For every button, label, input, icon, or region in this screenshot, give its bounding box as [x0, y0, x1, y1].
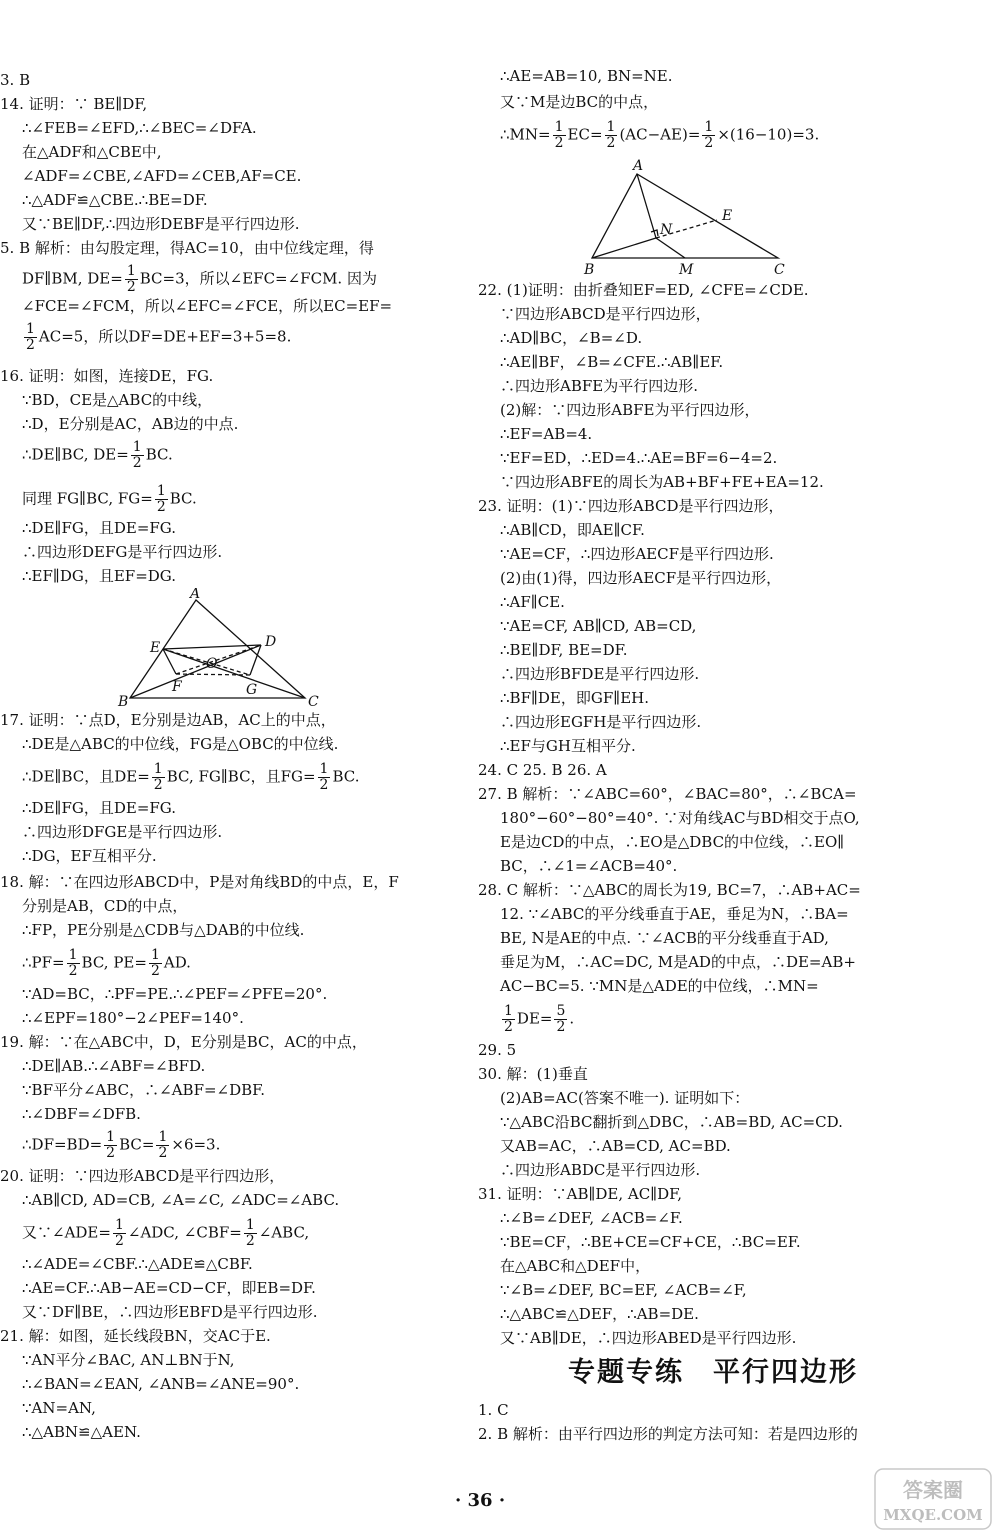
fraction: $\frac{1}{2}$ — [156, 483, 166, 515]
watermark-bottom-text: MXQE.COM — [883, 1506, 983, 1524]
answer-18-heading: 18. 解：∵在四边形ABCD中，P是对角线BD的中点，E，F — [0, 873, 399, 891]
answer-line: 同理 FG∥BC, FG= $\frac{1}{2}$ BC. — [22, 483, 197, 515]
answer-line: 在△ADF和△CBE中, — [22, 143, 162, 161]
fraction: $\frac{1}{2}$ — [504, 1003, 513, 1035]
fraction: $\frac{1}{2}$ — [606, 119, 616, 151]
answer-line: ∴EF与GH互相平分. — [500, 737, 636, 755]
fraction: $\frac{1}{2}$ — [153, 761, 163, 793]
answer-28-heading: 28. C 解析：∵△ABC的周长为19, BC=7，∴AB+AC= — [478, 881, 861, 899]
answer-line: ∵∠B=∠DEF, BC=EF, ∠ACB=∠F, — [500, 1281, 747, 1299]
answer-line: (2)解：∵四边形ABFE为平行四边形， — [500, 401, 760, 419]
vertex-label-A: A — [633, 158, 644, 174]
answer-line: 180°−60°−80°=40°. ∵对角线AC与BD相交于点O, — [500, 809, 860, 827]
answer-line: ∠FCE=∠FCM，所以∠EFC=∠FCE，所以EC=EF= — [22, 297, 393, 315]
vertex-label-B: B — [118, 694, 129, 708]
answer-line: 又∵BE∥DF,∴四边形DEBF是平行四边形. — [22, 215, 300, 233]
answer-line: ∴AE=AB=10, BN=NE. — [500, 67, 673, 85]
watermark-top-text: 答案圈 — [903, 1478, 963, 1502]
answer-line: 分别是AB，CD的中点， — [22, 897, 188, 915]
answer-line: ∵AN=AN, — [22, 1399, 96, 1417]
answer-line: ∴AB∥CD, AD=CB, ∠A=∠C, ∠ADC=∠ABC. — [22, 1191, 340, 1209]
answer-line: ∠ADF=∠CBE,∠AFD=∠CEB,AF=CE. — [22, 167, 302, 185]
vertex-label-A: A — [190, 588, 201, 602]
fraction: $\frac{1}{2}$ — [106, 1129, 116, 1161]
answer-line: ∴∠B=∠DEF, ∠ACB=∠F. — [500, 1209, 683, 1227]
answer-29: 29. 5 — [478, 1041, 517, 1059]
vertex-label-E: E — [722, 208, 733, 224]
answer-line: ∴∠BAN=∠EAN, ∠ANB=∠ANE=90°. — [22, 1375, 300, 1393]
section-title: 专题专练 平行四边形 — [568, 1357, 858, 1388]
answer-line: ∴AD∥BC，∠B=∠D. — [500, 329, 643, 347]
answer-line: ∴EF∥DG，且EF=DG. — [22, 567, 177, 585]
fraction: $\frac{1}{2}$ — [245, 1217, 255, 1249]
answer-15-heading: 5. B 解析：由勾股定理，得AC=10，由中位线定理，得 — [0, 239, 374, 257]
answer-line: ∴FP，PE分别是△CDB与△DAB的中位线. — [22, 921, 305, 939]
answer-line: 又AB=AC，∴AB=CD, AC=BD. — [500, 1137, 731, 1155]
fraction: $\frac{1}{2}$ — [319, 761, 329, 793]
answer-line: ∴四边形DEFG是平行四边形. — [22, 543, 223, 561]
answer-line: 又∵AB∥DE，∴四边形ABED是平行四边形. — [500, 1329, 797, 1347]
answer-line: (2)由(1)得，四边形AECF是平行四边形， — [500, 569, 782, 587]
figure-16-triangle — [110, 588, 325, 708]
fraction: $\frac{1}{2}$ — [126, 263, 136, 295]
answer-line: ∴△ABN≌△AEN. — [22, 1423, 141, 1441]
answer-line: ∵BD，CE是△ABC的中线， — [22, 391, 213, 409]
answer-line: ∴∠ADE=∠CBF.∴△ADE≌△CBF. — [22, 1255, 253, 1273]
answer-line: ∴D，E分别是AC，AB边的中点. — [22, 415, 239, 433]
figure-21-triangle — [580, 156, 800, 278]
answer-line: ∴DE∥FG，且DE=FG. — [22, 799, 177, 817]
answer-line: BE, N是AE的中点. ∵∠ACB的平分线垂直于AD, — [500, 929, 829, 947]
answer-line: ∵BE=CF，∴BE+CE=CF+CE，∴BC=EF. — [500, 1233, 801, 1251]
answer-line: ∴EF=AB=4. — [500, 425, 593, 443]
answer-line: ∵四边形ABCD是平行四边形， — [500, 305, 711, 323]
answer-line: $\frac{1}{2}$ DE= $\frac{5}{2}$ . — [504, 1003, 575, 1035]
answer-line: $\frac{1}{2}$ AC=5，所以DF=DE+EF=3+5=8. — [26, 321, 292, 353]
answer-14-heading: 14. 证明：∵ BE∥DF, — [0, 95, 148, 113]
answer-19-heading: 19. 解：∵在△ABC中，D，E分别是BC，AC的中点， — [0, 1033, 367, 1051]
answer-line: ∴四边形DFGE是平行四边形. — [22, 823, 223, 841]
vertex-label-G: G — [246, 682, 258, 698]
answer-line: ∴四边形ABFE为平行四边形. — [500, 377, 698, 395]
answer-line: ∴DE∥BC，且DE= $\frac{1}{2}$ BC, FG∥BC，且FG= $\frac{1}{2}$ BC. — [22, 761, 360, 793]
answer-line: ∴∠DBF=∠DFB. — [22, 1105, 141, 1123]
answer-line: ∴DG，EF互相平分. — [22, 847, 157, 865]
answer-line: ∴∠FEB=∠EFD,∴∠BEC=∠DFA. — [22, 119, 257, 137]
answer-line: DF∥BM, DE= $\frac{1}{2}$ BC=3，所以∠EFC=∠FCM. 因为 — [22, 263, 377, 295]
answer-line: BC，∴∠1=∠ACB=40°. — [500, 857, 678, 875]
fraction: $\frac{1}{2}$ — [26, 321, 35, 353]
answer-3: 3. B — [0, 71, 31, 89]
vertex-label-C: C — [308, 694, 319, 708]
answer-line: 在△ABC和△DEF中， — [500, 1257, 651, 1275]
answer-line: ∴△ABC≌△DEF，∴AB=DE. — [500, 1305, 699, 1323]
answer-line: ∴PF= $\frac{1}{2}$ BC, PE= $\frac{1}{2}$ AD. — [22, 947, 191, 979]
page-number: · 36 · — [455, 1490, 506, 1511]
answer-line: (2)AB=AC(答案不唯一). 证明如下： — [500, 1089, 750, 1107]
answer-line: ∵EF=ED，∴ED=4.∴AE=BF=6−4=2. — [500, 449, 778, 467]
answer-line: 12. ∵∠ABC的平分线垂直于AE，垂足为N，∴BA= — [500, 905, 849, 923]
fraction: $\frac{1}{2}$ — [132, 439, 142, 471]
answer-line: ∵AN平分∠BAC, AN⊥BN于N, — [22, 1351, 235, 1369]
answer-21-heading: 21. 解：如图，延长线段BN，交AC于E. — [0, 1327, 271, 1345]
answer-line: ∴BF∥DE，即GF∥EH. — [500, 689, 649, 707]
fraction: $\frac{1}{2}$ — [554, 119, 564, 151]
answer-line: ∴DE∥BC, DE= $\frac{1}{2}$ BC. — [22, 439, 173, 471]
answer-27-heading: 27. B 解析：∵∠ABC=60°，∠BAC=80°，∴∠BCA= — [478, 785, 857, 803]
fraction: $\frac{1}{2}$ — [704, 119, 714, 151]
answer-line: ∵四边形ABFE的周长为AB+BF+FE+EA=12. — [500, 473, 824, 491]
answer-line: 又∵DF∥BE，∴四边形EBFD是平行四边形. — [22, 1303, 318, 1321]
vertex-label-O: O — [206, 656, 218, 672]
answer-line: ∴∠EPF=180°−2∠PEF=140°. — [22, 1009, 244, 1027]
answer-line: 垂足为M，∴AC=DC, M是AD的中点，∴DE=AB+ — [500, 953, 856, 971]
answer-23-heading: 23. 证明：(1)∵四边形ABCD是平行四边形， — [478, 497, 784, 515]
answer-line: ∴AF∥CE. — [500, 593, 565, 611]
fraction: $\frac{1}{2}$ — [68, 947, 78, 979]
answer-line: ∴DE是△ABC的中位线，FG是△OBC的中位线. — [22, 735, 339, 753]
answer-line: ∵△ABC沿BC翻折到△DBC，∴AB=BD, AC=CD. — [500, 1113, 843, 1131]
vertex-label-N: N — [660, 222, 673, 238]
answer-line: ∴DF=BD= $\frac{1}{2}$ BC= $\frac{1}{2}$ ×6=3. — [22, 1129, 221, 1161]
answer-line: ∴AE=CF.∴AB−AE=CD−CF，即EB=DF. — [22, 1279, 316, 1297]
vertex-label-B: B — [584, 262, 595, 278]
answer-line: 又∵∠ADE= $\frac{1}{2}$ ∠ADC, ∠CBF= $\frac{1}{2}$ ∠ABC, — [22, 1217, 310, 1249]
answer-line: ∴四边形BFDE是平行四边形. — [500, 665, 700, 683]
answer-line: 又∵M是边BC的中点， — [500, 93, 659, 111]
answer-line: ∵AE=CF，∴四边形AECF是平行四边形. — [500, 545, 774, 563]
special-answer-2: 2. B 解析：由平行四边形的判定方法可知：若是四边形的 — [478, 1425, 858, 1443]
answer-line: ∴AB∥CD，即AE∥CF. — [500, 521, 645, 539]
answer-line: ∴△ADF≌△CBE.∴BE=DF. — [22, 191, 208, 209]
answer-30-heading: 30. 解：(1)垂直 — [478, 1065, 588, 1083]
answer-20-heading: 20. 证明：∵四边形ABCD是平行四边形， — [0, 1167, 285, 1185]
vertex-label-M: M — [679, 262, 694, 278]
vertex-label-F: F — [172, 679, 182, 695]
answer-line: ∴四边形EGFH是平行四边形. — [500, 713, 702, 731]
answer-24-26: 24. C 25. B 26. A — [478, 761, 607, 779]
answer-line: ∵BF平分∠ABC，∴∠ABF=∠DBF. — [22, 1081, 266, 1099]
vertex-label-E: E — [150, 640, 161, 656]
answer-22-heading: 22. (1)证明：由折叠知EF=ED, ∠CFE=∠CDE. — [478, 281, 809, 299]
watermark-logo — [874, 1468, 992, 1530]
answer-16-heading: 16. 证明：如图，连接DE，FG. — [0, 367, 214, 385]
answer-17-heading: 17. 证明：∵点D，E分别是边AB，AC上的中点， — [0, 711, 336, 729]
answer-line: ∴AE∥BF，∠B=∠CFE.∴AB∥EF. — [500, 353, 724, 371]
answer-line: ∴DE∥AB.∴∠ABF=∠BFD. — [22, 1057, 206, 1075]
answer-line: ∴MN= $\frac{1}{2}$ EC= $\frac{1}{2}$ (AC−AE)= $\frac{1}{2}$ ×(16−10)=3. — [500, 119, 820, 151]
fraction: $\frac{1}{2}$ — [158, 1129, 168, 1161]
answer-31-heading: 31. 证明：∵AB∥DE, AC∥DF, — [478, 1185, 683, 1203]
fraction: $\frac{1}{2}$ — [150, 947, 160, 979]
special-answer-1: 1. C — [478, 1401, 509, 1419]
answer-line: ∴四边形ABDC是平行四边形. — [500, 1161, 701, 1179]
answer-line: E是边CD的中点，∴EO是△DBC的中位线，∴EO∥ — [500, 833, 845, 851]
fraction: $\frac{5}{2}$ — [556, 1003, 566, 1035]
vertex-label-C: C — [774, 262, 785, 278]
fraction: $\frac{1}{2}$ — [114, 1217, 124, 1249]
vertex-label-D: D — [265, 634, 277, 650]
answer-line: ∴BE∥DF, BE=DF. — [500, 641, 628, 659]
answer-line: AC−BC=5. ∵MN是△ADE的中位线，∴MN= — [500, 977, 819, 995]
answer-line: ∵AE=CF, AB∥CD, AB=CD, — [500, 617, 697, 635]
answer-line: ∴DE∥FG，且DE=FG. — [22, 519, 177, 537]
answer-line: ∵AD=BC，∴PF=PE.∴∠PEF=∠PFE=20°. — [22, 985, 328, 1003]
